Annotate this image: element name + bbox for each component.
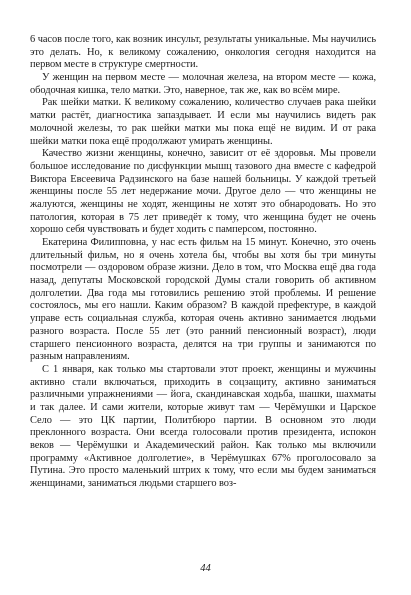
page-number: 44 xyxy=(200,563,211,574)
paragraph-1: 6 часов после того, как возник инсульт, результаты уникальные. Мы научились это делать. Но, к великому сожалению, онкология сегодня находится на первом месте в структуре смертности. xyxy=(30,34,377,71)
paragraph-6: С 1 января, как только мы стартовали этот проект, женщины и мужчины активно стали включаться, приходить в соцзащиту, активно заниматься различными упражнениями — йога, скандинавская ходьба, шашки, шахматы и так далее. И сами жители, которые живут там — Черёмушки и Царское Село — это ЦК партии, Политбюро партии. В основном это люди преклонного возраста. Они всегда голосовали против президента, испокон веков — Черёмушки и Академический район. Как только мы включили программу «Активное долголетие», в Черёмушках 67% проголосовало за Путина. Это просто маленький штрих к тому, что если мы будем заниматься женщинами, заниматься людьми старшего воз- xyxy=(30,363,376,490)
text-column xyxy=(30,34,376,491)
paragraph-4: Качество жизни женщины, конечно, зависит от её здоровья. Мы провели большое исследование по дисфункции мышц тазового дна вместе с кафедрой Виктора Евсеевича Радзинского на базе нашей больницы. У каждой третьей женщины после 55 лет недержание мочи. Другое дело — что женщины не жалуются, женщины не ходят, женщины не хотят это обнародовать. Но это патология, которая в 75 лет приведёт к тому, что женщина будет не очень хорошо себя чувствовать и будет ходить с памперсом, постоянно. xyxy=(30,148,376,236)
paragraph-5: Екатерина Филипповна, у нас есть фильм на 15 минут. Конечно, это очень длительный фильм, но я очень хотела бы, чтобы вы хотя бы три минуты посмотрели — оздоровом образе жизни. Дело в том, что Москва ещё два года назад, депутаты Московской городской Думы стали говорить об активном долголетии. Два года мы готовились решению этой проблемы. И решение состоялось, мы его нашли. Каким образом? В каждой префектуре, в каждой управе есть социальная служба, которая очень активно занимается людьми разного возраста. После 55 лет (это ранний пенсионный возраст), люди старшего пенсионного возраста, делятся на три группы и занимаются по разным направлениям. xyxy=(30,237,376,363)
page-body xyxy=(30,34,376,491)
paragraph-3: Рак шейки матки. К великому сожалению, количество случаев рака шейки матки растёт, диагностика запаздывает. И если мы научились видеть рак молочной железы, то рак шейки матки мы пока ещё не видим. И от рака шейки матки пока ещё продолжают умирать женщины. xyxy=(30,97,376,147)
paragraph-2: У женщин на первом месте — молочная железа, на втором месте — кожа, ободочная кишка, тело матки. Это, наверное, так же, как во всём мире. xyxy=(30,72,376,96)
